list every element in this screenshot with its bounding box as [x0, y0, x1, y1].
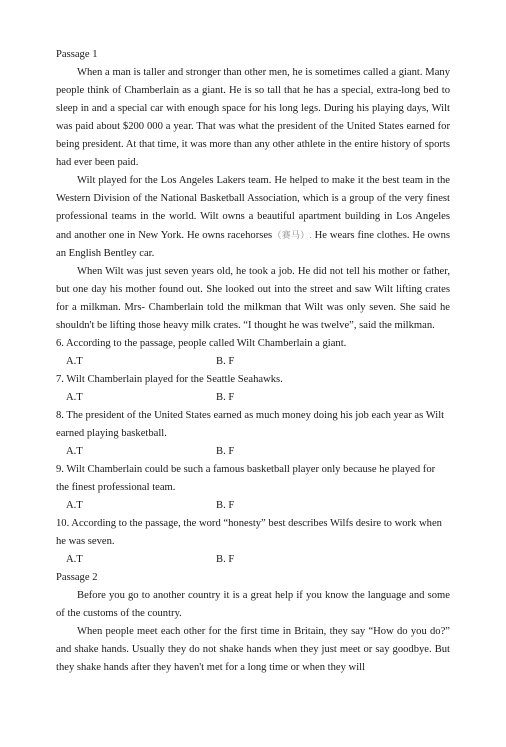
- question-10: [56, 515, 450, 569]
- question-text: 9. Wilt Chamberlain could be such a famous basketball player only because he played for the finest professional team.: [56, 464, 436, 493]
- passage-1-title: Passage 1: [56, 49, 98, 60]
- option-a: A.T: [66, 500, 83, 511]
- option-b: B. F: [216, 392, 235, 403]
- answer-options: [56, 551, 450, 569]
- question-text: 6. According to the passage, people called Wilt Chamberlain a giant.: [56, 338, 347, 349]
- answer-options: [56, 353, 450, 371]
- question-text: 8. The president of the United States earned as much money doing his job each year as Wilt earned playing basketball.: [56, 410, 445, 439]
- answer-options: [56, 497, 450, 515]
- question-8: [56, 407, 450, 461]
- option-a: A.T: [66, 356, 83, 367]
- passage-1-paragraph-3: When Wilt was just seven years old, he took a job. He did not tell his mother or father, but one day his mother found out. She looked out into the street and saw Wilt lifting crates for a milkman. Mrs- Chamberlain told the milkman that Wilt was only seven. She said he shouldn't be lifting those heavy milk crates. “I thought he was twelve”, said the milkman.: [56, 266, 450, 331]
- answer-options: [56, 389, 450, 407]
- option-a: A.T: [66, 446, 83, 457]
- passage-2-paragraph-2: When people meet each other for the first time in Britain, they say “How do you do?” and shake hands. Usually they do not shake hands when they just meet or say goodbye. But they shake hands after they haven't met for a long time or when they will: [56, 626, 450, 673]
- option-b: B. F: [216, 554, 235, 565]
- answer-options: [56, 443, 450, 461]
- question-text: 10. According to the passage, the word “honesty” best describes Wilfs desire to work when he was seven.: [56, 518, 442, 547]
- passage-1-paragraph-1: When a man is taller and stronger than other men, he is sometimes called a giant. Many people think of Chamberlain as a giant. He is so tall that he has a special, extra-long bed to sleep in and a special car with enough space for his long legs. During his playing days, Wilt was paid about $200 000 a year. That was what the president of the United States earned for being president. At that time, it was more than any other athlete in the entire history of sports had ever been paid.: [56, 67, 450, 168]
- question-text: 7. Wilt Chamberlain played for the Seattle Seahawks.: [56, 374, 283, 385]
- option-b: B. F: [216, 500, 235, 511]
- option-b: B. F: [216, 446, 235, 457]
- passage-2-title: Passage 2: [56, 572, 98, 583]
- passage-1-paragraph-2: [56, 172, 450, 263]
- option-a: A.T: [66, 554, 83, 565]
- paragraph-2-text-after: He wears fine clothes. He owns an English Bentley car.: [56, 230, 450, 259]
- passage-2-paragraph-1: Before you go to another country it is a great help if you know the language and some of the customs of the country.: [56, 590, 450, 619]
- question-9: [56, 461, 450, 515]
- question-7: [56, 371, 450, 407]
- paragraph-2-text-before: Wilt played for the Los Angeles Lakers team. He helped to make it the best team in the Western Division of the National Basketball Association, which is a group of the very finest professional teams in the world. Wilt owns a beautiful apartment building in Los Angeles and another one in New York. He owns racehorses: [56, 175, 450, 241]
- question-6: [56, 335, 450, 371]
- option-a: A.T: [66, 392, 83, 403]
- option-b: B. F: [216, 356, 235, 367]
- chinese-gloss: （赛马）.: [272, 230, 312, 240]
